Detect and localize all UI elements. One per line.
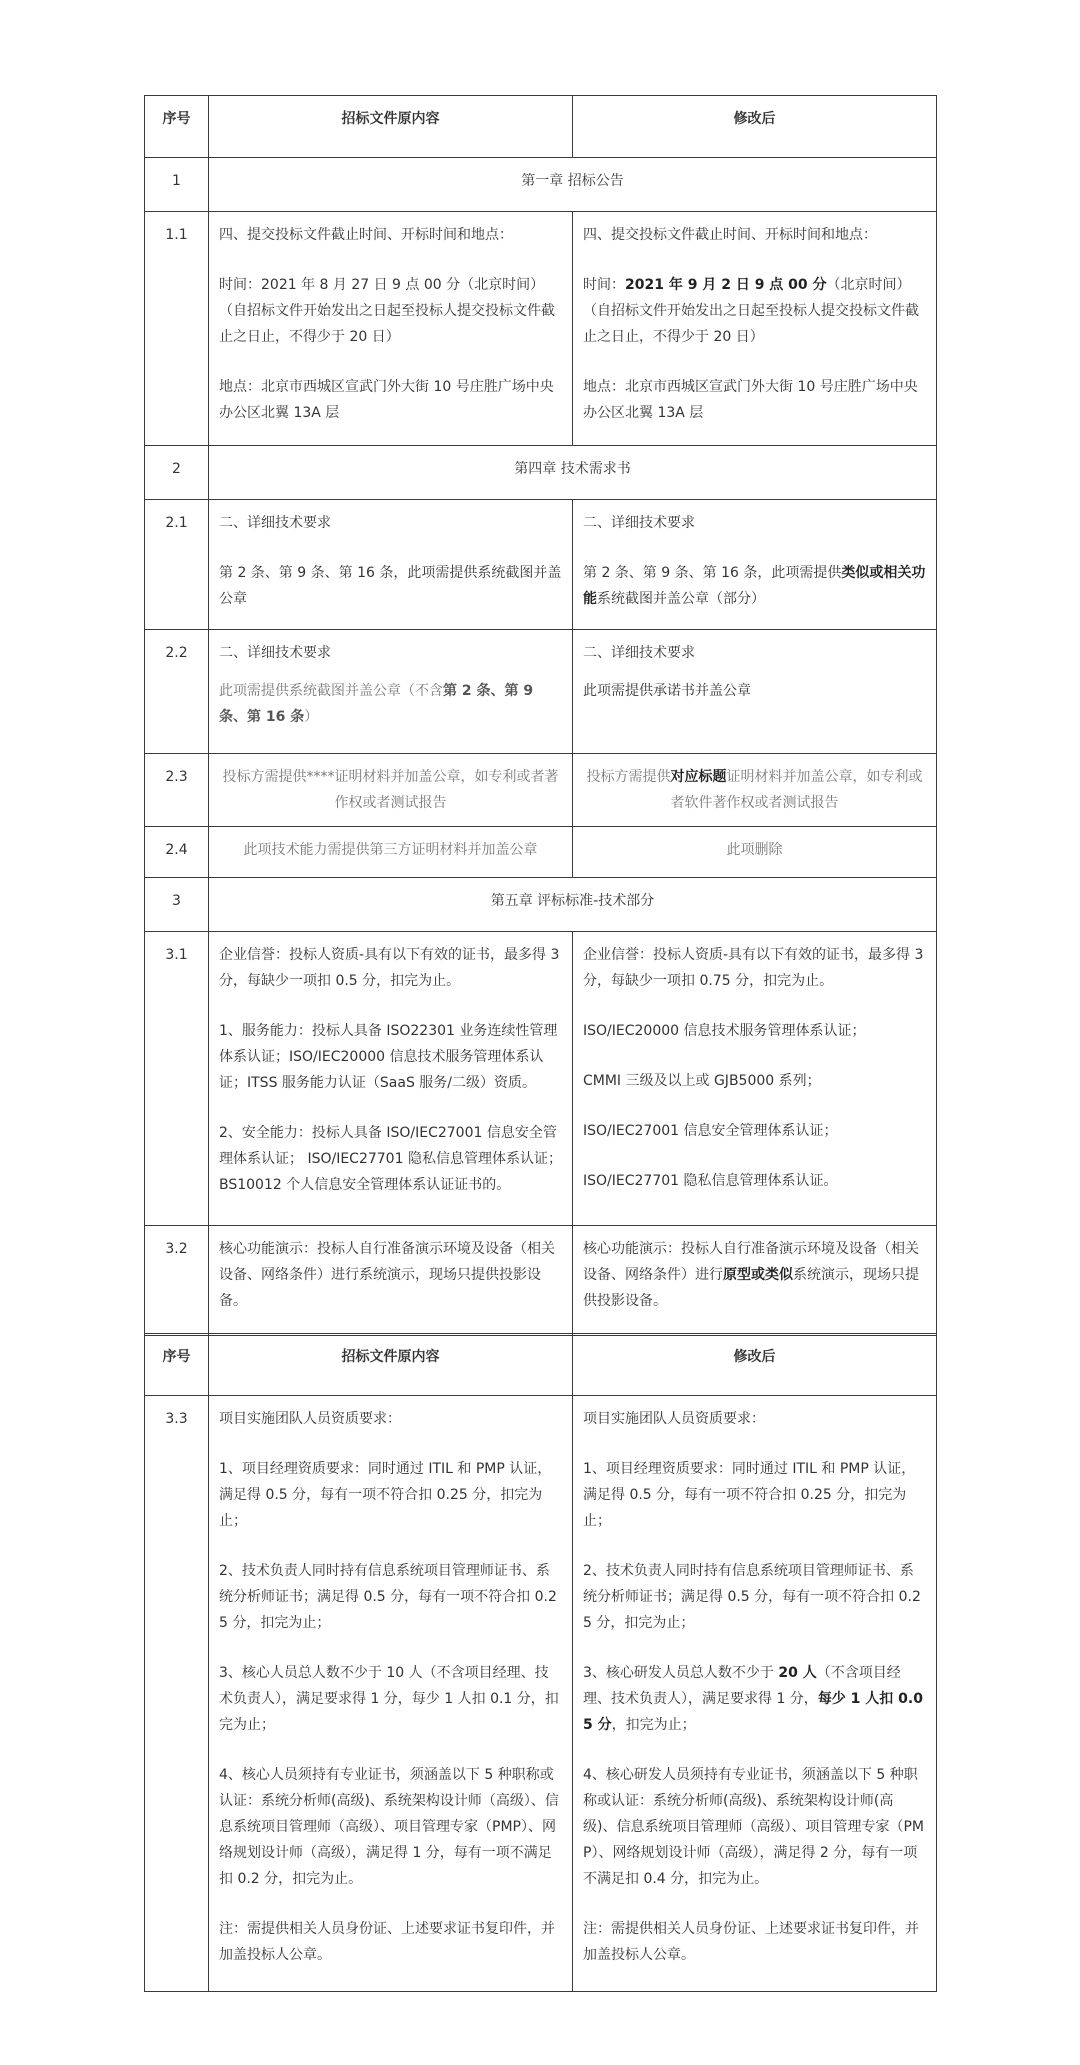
text-run: 核心功能演示：投标人自行准备演示环境及设备（相关设备、网络条件）进行: [583, 1241, 919, 1283]
cell-paragraph: [583, 1660, 926, 1738]
table-row-3-3: [145, 1396, 937, 1992]
section-row-3: [145, 878, 937, 932]
changed-text: 原型或类似: [723, 1267, 793, 1283]
header-original: 招标文件原内容: [209, 96, 573, 158]
changed-text: 对应标题: [670, 769, 727, 785]
row-num: 1.1: [145, 212, 209, 446]
modified-cell: [573, 754, 937, 827]
cell-paragraph: 二、详细技术要求: [219, 515, 331, 531]
changed-text: 每少 1 人扣 0.05 分: [583, 1691, 923, 1733]
changed-text: 2021 年 9 月 2 日 9 点 00 分: [625, 277, 827, 293]
row-num: 2.1: [145, 500, 209, 630]
modified-cell: [573, 1226, 937, 1336]
text-run: 系统演示，现场只提供投影设备。: [583, 1267, 919, 1309]
modified-cell: [573, 1396, 937, 1992]
original-cell: [209, 500, 573, 630]
modified-cell: [573, 630, 937, 754]
cell-paragraph: 二、详细技术要求: [583, 645, 695, 661]
cell-paragraph: 项目实施团队人员资质要求：: [219, 1411, 401, 1427]
cell-paragraph: ISO/IEC20000 信息技术服务管理体系认证；: [583, 1023, 866, 1039]
section-row-1: [145, 158, 937, 212]
amendment-table-2: [144, 1333, 937, 1992]
cell-paragraph: [583, 272, 926, 350]
row-num: 3: [145, 878, 209, 932]
section-title: 第五章 评标标准-技术部分: [209, 878, 937, 932]
cell-paragraph: 注：需提供相关人员身份证、上述要求证书复印件，并加盖投标人公章。: [583, 1921, 919, 1963]
row-num: 1: [145, 158, 209, 212]
original-cell: [209, 212, 573, 446]
cell-paragraph: CMMI 三级及以上或 GJB5000 系列；: [583, 1073, 821, 1089]
header-row: [145, 96, 937, 158]
cell-paragraph: 第 2 条、第 9 条、第 16 条，此项需提供系统截图并盖公章: [219, 565, 562, 607]
modified-cell: [573, 500, 937, 630]
header-num: 序号: [145, 1334, 209, 1396]
header-modified: 修改后: [573, 1334, 937, 1396]
table-row-3-2: [145, 1226, 937, 1336]
table-row-3-1: [145, 932, 937, 1226]
text-run: （不含项目经理、技术负责人），满足要求得 1 分，: [583, 1665, 901, 1707]
text-run: 时间：: [583, 277, 625, 293]
original-cell: [209, 630, 573, 754]
modified-cell: 此项删除: [573, 827, 937, 878]
cell-paragraph: 地点：北京市西城区宣武门外大街 10 号庄胜广场中央办公区北翼 13A 层: [219, 379, 554, 421]
original-cell: [209, 1396, 573, 1992]
text-run: 3、核心研发人员总人数不少于: [583, 1665, 779, 1681]
text-run: 此项需提供系统截图并盖公章（不含: [219, 683, 443, 699]
modified-cell: [573, 932, 937, 1226]
cell-paragraph: ISO/IEC27701 隐私信息管理体系认证。: [583, 1173, 838, 1189]
cell-paragraph: 3、核心人员总人数不少于 10 人（不含项目经理、技术负责人），满足要求得 1 分，每少 1 人扣 0.1 分，扣完为止；: [219, 1665, 559, 1733]
cell-paragraph: 时间：2021 年 8 月 27 日 9 点 00 分（北京时间）（自招标文件开始发出之日起至投标人提交投标文件截止之日止，不得少于 20 日）: [219, 277, 555, 345]
cell-paragraph: 地点：北京市西城区宣武门外大街 10 号庄胜广场中央办公区北翼 13A 层: [583, 379, 918, 421]
section-row-2: [145, 446, 937, 500]
cell-paragraph: 四、提交投标文件截止时间、开标时间和地点：: [219, 227, 513, 243]
header-row: [145, 1334, 937, 1396]
cell-paragraph: 企业信誉：投标人资质-具有以下有效的证书，最多得 3 分，每缺少一项扣 0.5 分，扣完为止。: [219, 947, 560, 989]
table-row-1-1: [145, 212, 937, 446]
emphasis-text: 第 2 条、第 9 条、第 16 条: [219, 683, 534, 725]
cell-paragraph: 2、技术负责人同时持有信息系统项目管理师证书、系统分析师证书；满足得 0.5 分，每有一项不符合扣 0.25 分，扣完为止；: [583, 1563, 921, 1631]
text-run: （北京时间）（自招标文件开始发出之日起至投标人提交投标文件截止之日止，不得少于 20 日）: [583, 277, 919, 345]
table-row-2-1: [145, 500, 937, 630]
cell-paragraph: 1、项目经理资质要求：同时通过 ITIL 和 PMP 认证，满足得 0.5 分，每有一项不符合扣 0.25 分，扣完为止；: [583, 1461, 916, 1529]
cell-paragraph: 注：需提供相关人员身份证、上述要求证书复印件，并加盖投标人公章。: [219, 1921, 555, 1963]
row-num: 3.3: [145, 1396, 209, 1992]
row-num: 2.4: [145, 827, 209, 878]
changed-text: 类似或相关功能: [583, 565, 926, 607]
row-num: 2.3: [145, 754, 209, 827]
cell-paragraph: 此项需提供承诺书并盖公章: [583, 683, 751, 699]
cell-paragraph: ISO/IEC27001 信息安全管理体系认证；: [583, 1123, 838, 1139]
original-cell: 投标方需提供****证明材料并加盖公章，如专利或者著作权或者测试报告: [209, 754, 573, 827]
cell-paragraph: 2、技术负责人同时持有信息系统项目管理师证书、系统分析师证书；满足得 0.5 分，每有一项不符合扣 0.25 分，扣完为止；: [219, 1563, 557, 1631]
cell-paragraph: 1、服务能力：投标人具备 ISO22301 业务连续性管理体系认证；ISO/IEC20000 信息技术服务管理体系认证；ITSS 服务能力认证（SaaS 服务/二级）资质。: [219, 1023, 558, 1091]
cell-paragraph: 四、提交投标文件截止时间、开标时间和地点：: [583, 227, 877, 243]
original-cell: 核心功能演示：投标人自行准备演示环境及设备（相关设备、网络条件）进行系统演示，现场只提供投影设备。: [209, 1226, 573, 1336]
cell-paragraph: 4、核心人员须持有专业证书，须涵盖以下 5 种职称或认证：系统分析师(高级)、系统架构设计师（高级）、信息系统项目管理师（高级）、项目管理专家（PMP）、网络规划设计师（高级），满足得 1 分，每有一项不满足扣 0.2 分，扣完为止。: [219, 1767, 559, 1887]
row-num: 3.2: [145, 1226, 209, 1336]
row-num: 2: [145, 446, 209, 500]
text-run: 证明材料并加盖公章，如专利或者软件著作权或者测试报告: [670, 769, 923, 811]
header-modified: 修改后: [573, 96, 937, 158]
cell-paragraph: 企业信誉：投标人资质-具有以下有效的证书，最多得 3 分，每缺少一项扣 0.75 分，扣完为止。: [583, 947, 924, 989]
text-run: ，扣完为止；: [611, 1717, 696, 1733]
table-row-2-4: [145, 827, 937, 878]
cell-paragraph: 2、安全能力：投标人具备 ISO/IEC27001 信息安全管理体系认证； ISO/IEC27701 隐私信息管理体系认证；BS10012 个人信息安全管理体系认证证书的。: [219, 1125, 562, 1193]
modified-cell: [573, 212, 937, 446]
header-original: 招标文件原内容: [209, 1334, 573, 1396]
cell-paragraph: [583, 560, 926, 612]
row-num: 3.1: [145, 932, 209, 1226]
amendment-table-1: [144, 95, 937, 1336]
original-cell: 此项技术能力需提供第三方证明材料并加盖公章: [209, 827, 573, 878]
cell-paragraph: 二、详细技术要求: [219, 645, 331, 661]
text-run: 第 2 条、第 9 条、第 16 条，此项需提供: [583, 565, 842, 581]
table-row-2-3: [145, 754, 937, 827]
cell-paragraph: 4、核心研发人员须持有专业证书，须涵盖以下 5 种职称或认证：系统分析师(高级)、系统架构设计师(高级)、信息系统项目管理师（高级）、项目管理专家（PMP）、网络规划设计师（高级），满足得 2 分，每有一项不满足扣 0.4 分，扣完为止。: [583, 1767, 924, 1887]
text-run: 投标方需提供: [586, 769, 671, 785]
table-row-2-2: [145, 630, 937, 754]
row-num: 2.2: [145, 630, 209, 754]
text-run: 系统截图并盖公章（部分）: [597, 591, 765, 607]
text-run: ）: [304, 709, 319, 725]
cell-paragraph: [219, 678, 562, 730]
cell-paragraph: 1、项目经理资质要求：同时通过 ITIL 和 PMP 认证，满足得 0.5 分，每有一项不符合扣 0.25 分，扣完为止；: [219, 1461, 552, 1529]
original-cell: [209, 932, 573, 1226]
header-num: 序号: [145, 96, 209, 158]
section-title: 第四章 技术需求书: [209, 446, 937, 500]
cell-paragraph: 项目实施团队人员资质要求：: [583, 1411, 765, 1427]
changed-text: 20 人: [778, 1665, 817, 1681]
cell-paragraph: 二、详细技术要求: [583, 515, 695, 531]
section-title: 第一章 招标公告: [209, 158, 937, 212]
